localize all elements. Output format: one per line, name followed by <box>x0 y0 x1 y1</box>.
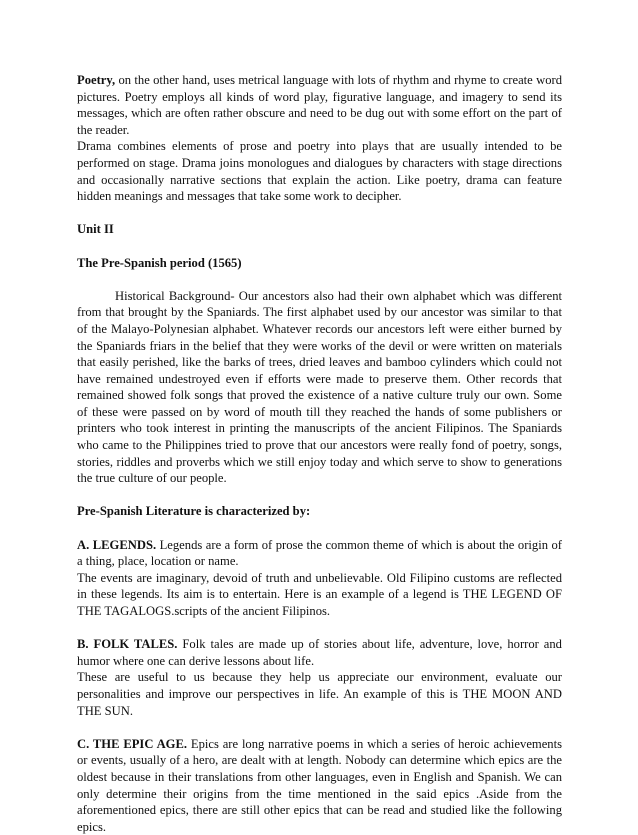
folk-tales-text: Folk tales are made up of stories about life, adventure, love, horror and humor where one can derive lessons about life. <box>77 637 562 668</box>
historical-background-paragraph: Historical Background- Our ancestors also had their own alphabet which was different from that brought by the Spaniards. The first alphabet used by our ancestor was similar to that of the Malayo-Polynesian alphabet. Whatever records our ancestors left were either burned by the Spaniards friars in the belief that they were works of the devil or were written on materials that easily perished, like the barks of trees, dried leaves and bamboo cylinders which could not have remained undestroyed even if efforts were made to preserve them. Other records that remained showed folk songs that proved the existence of a native culture truly our own. Some of these were passed on by word of mouth till they reached the hands of some publishers or printers who took interest in printing the manuscripts of the ancient Filipinos. The Spaniards who came to the Philippines tried to prove that our ancestors were really fond of poetry, songs, stories, riddles and proverbs which we still enjoy today and which serve to show to generations the true culture of our people. <box>77 288 562 486</box>
poetry-paragraph <box>77 72 562 138</box>
legends-paragraph-2: The events are imaginary, devoid of truth and unbelievable. Old Filipino customs are reflected in these legends. Its aim is to entertain. Here is an example of a legend is THE LEGEND OF THE TAGALOGS.scripts of the ancient Filipinos. <box>77 570 562 618</box>
legends-paragraph <box>77 537 562 570</box>
legends-text: Legends are a form of prose the common theme of which is about the origin of a thing, place, location or name. <box>77 537 562 569</box>
legends-term: A. LEGENDS. <box>77 537 157 552</box>
characterized-heading: Pre-Spanish Literature is characterized by: <box>77 504 311 519</box>
folk-tales-paragraph <box>77 636 562 669</box>
epic-age-text: Epics are long narrative poems in which a series of heroic achievements or events, usually of a hero, are dealt with at length. Nobody can determine which epics are the oldest because in their translations from other languages, even in English and Spanish. We can only determine their origins from the time mentioned in the said epics .Aside from the aforementioned epics, there are still other epics that can be read and studied like the following epics. <box>77 736 562 834</box>
epic-age-paragraph <box>77 736 562 835</box>
period-heading: The Pre-Spanish period (1565) <box>77 255 242 270</box>
epic-age-term: C. THE EPIC AGE. <box>77 736 188 751</box>
drama-paragraph: Drama combines elements of prose and poetry into plays that are usually intended to be performed on stage. Drama joins monologues and dialogues by characters with stage directions and occasionally narrative sections that explain the action. Like poetry, drama can feature hidden meanings and messages that take some work to decipher. <box>77 139 562 204</box>
document-body <box>77 72 562 835</box>
folk-tales-paragraph-2: These are useful to us because they help us appreciate our environment, evaluate our personalities and improve our perspectives in life. An example of this is THE MOON AND THE SUN. <box>77 670 562 718</box>
poetry-term: Poetry, <box>77 73 116 87</box>
unit-heading: Unit II <box>77 222 114 237</box>
poetry-text: on the other hand, uses metrical language with lots of rhythm and rhyme to create word pictures. Poetry employs all kinds of word play, figurative language, and imagery to send its messages, which are often rather obscure and need to be dug out with some effort on the part of the reader. <box>77 73 562 137</box>
folk-tales-term: B. FOLK TALES. <box>77 637 178 652</box>
